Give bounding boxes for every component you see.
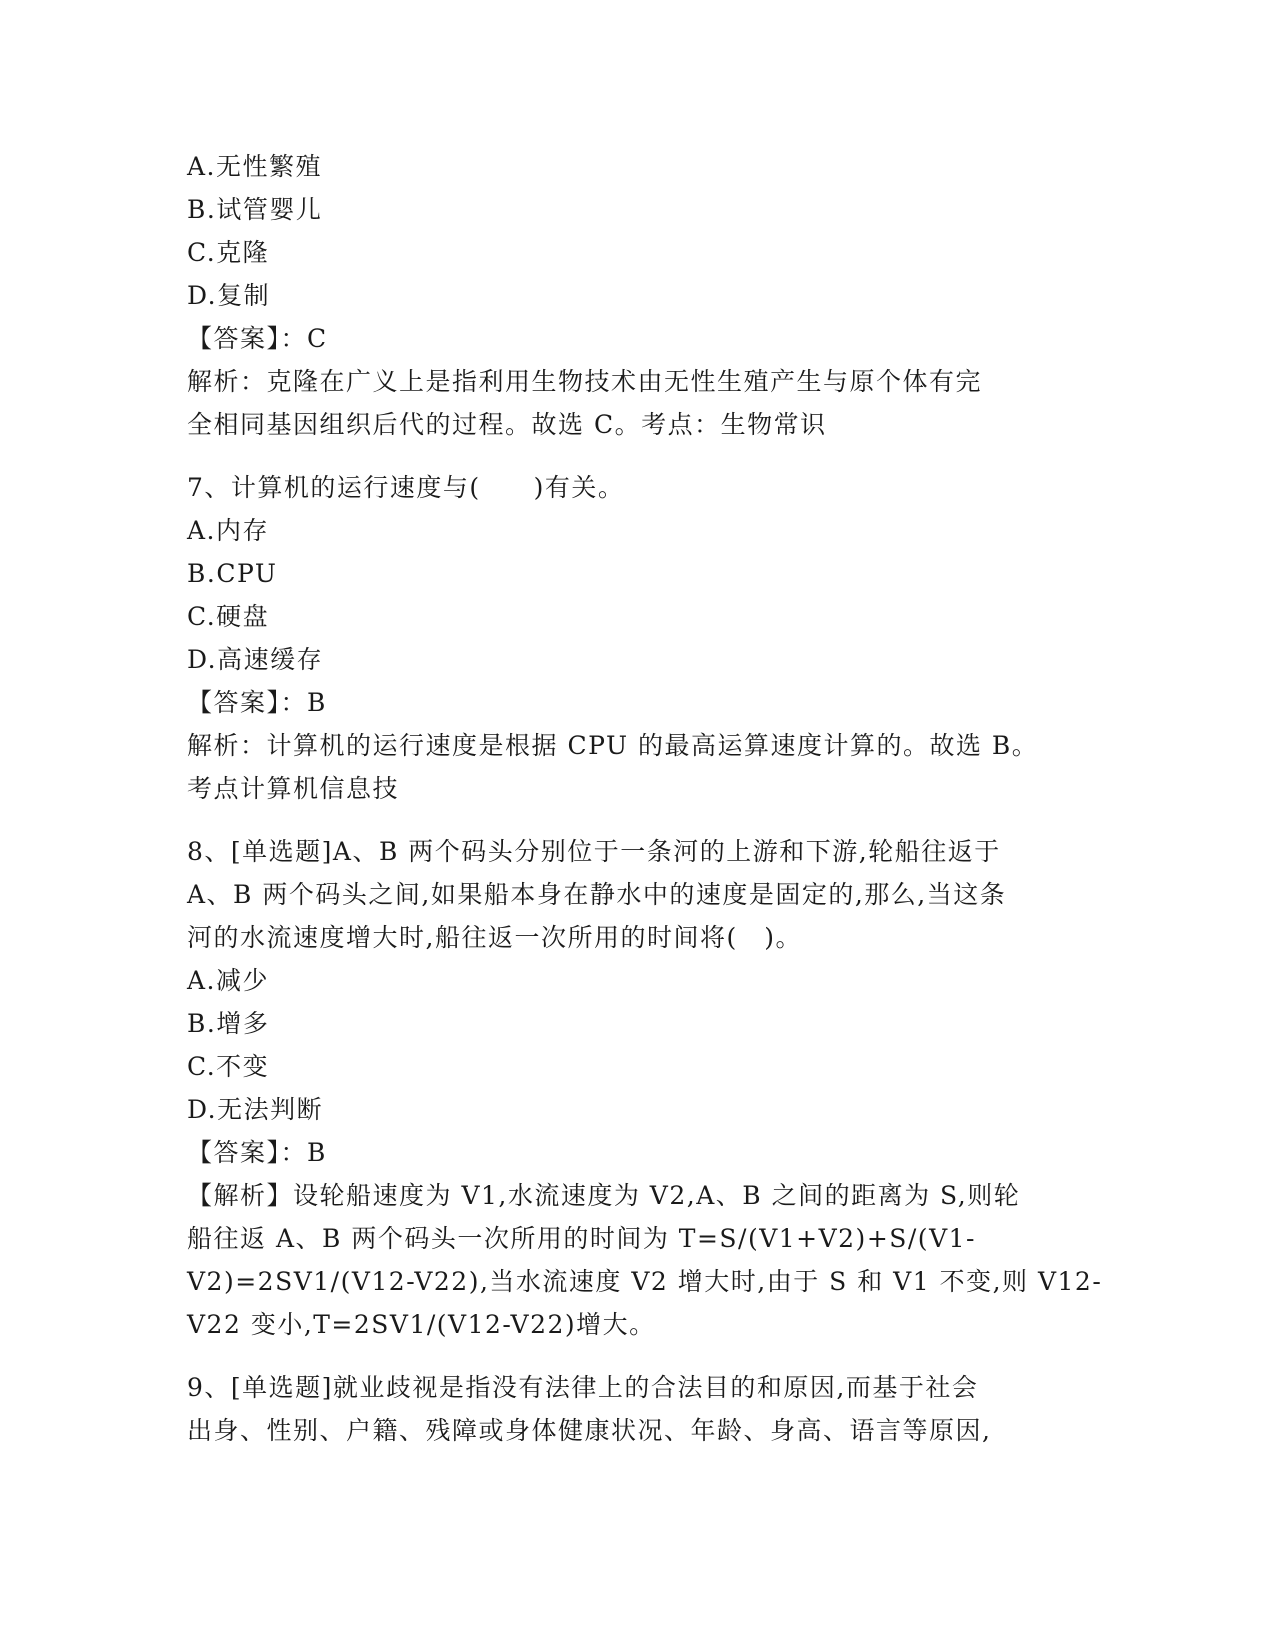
option-c: C.不变: [187, 1052, 270, 1081]
option-c: C.硬盘: [187, 602, 270, 631]
analysis-line: 【解析】设轮船速度为 V1,水流速度为 V2,A、B 之间的距离为 S,则轮: [187, 1181, 1021, 1210]
question-stem: A、B 两个码头之间,如果船本身在静水中的速度是固定的,那么,当这条: [187, 880, 1007, 909]
analysis-line: 考点计算机信息技: [187, 774, 400, 803]
question-stem: 出身、性别、户籍、残障或身体健康状况、年龄、身高、语言等原因,: [187, 1416, 992, 1445]
question-7: [187, 466, 1087, 810]
analysis-line: 船往返 A、B 两个码头一次所用的时间为 T=S/(V1+V2)+S/(V1-: [187, 1224, 976, 1253]
analysis-line: V2)=2SV1/(V12-V22),当水流速度 V2 增大时,由于 S 和 V1 不变,则 V12-: [187, 1267, 1103, 1296]
question-stem: 8、[单选题]A、B 两个码头分别位于一条河的上游和下游,轮船往返于: [187, 837, 1001, 866]
question-stem: 7、计算机的运行速度与( )有关。: [187, 473, 625, 502]
option-d: D.复制: [187, 281, 271, 310]
option-c: C.克隆: [187, 238, 270, 267]
analysis-line: 解析：计算机的运行速度是根据 CPU 的最高运算速度计算的。故选 B。: [187, 731, 1039, 760]
option-a: A.无性繁殖: [187, 152, 323, 181]
spacer: [187, 446, 1087, 466]
question-9: [187, 1366, 1087, 1452]
question-stem: 河的水流速度增大时,船往返一次所用的时间将( )。: [187, 923, 802, 952]
option-a: A.内存: [187, 516, 270, 545]
analysis-line: 解析：克隆在广义上是指利用生物技术由无性生殖产生与原个体有完: [187, 367, 983, 396]
option-b: B.增多: [187, 1009, 270, 1038]
question-stem: 9、[单选题]就业歧视是指没有法律上的合法目的和原因,而基于社会: [187, 1373, 979, 1402]
spacer: [187, 810, 1087, 830]
option-d: D.无法判断: [187, 1095, 324, 1124]
option-b: B.试管婴儿: [187, 195, 323, 224]
spacer: [187, 1346, 1087, 1366]
document-content: [187, 145, 1103, 1452]
analysis-line: V22 变小,T=2SV1/(V12-V22)增大。: [187, 1310, 656, 1339]
answer: 【答案】：C: [187, 324, 328, 353]
option-d: D.高速缓存: [187, 645, 324, 674]
answer: 【答案】：B: [187, 688, 327, 717]
option-a: A.减少: [187, 966, 270, 995]
answer: 【答案】：B: [187, 1138, 327, 1167]
analysis-line: 全相同基因组织后代的过程。故选 C。考点：生物常识: [187, 410, 827, 439]
question-6: [187, 145, 1087, 446]
option-b: B.CPU: [187, 559, 278, 588]
question-8: [187, 830, 1103, 1346]
